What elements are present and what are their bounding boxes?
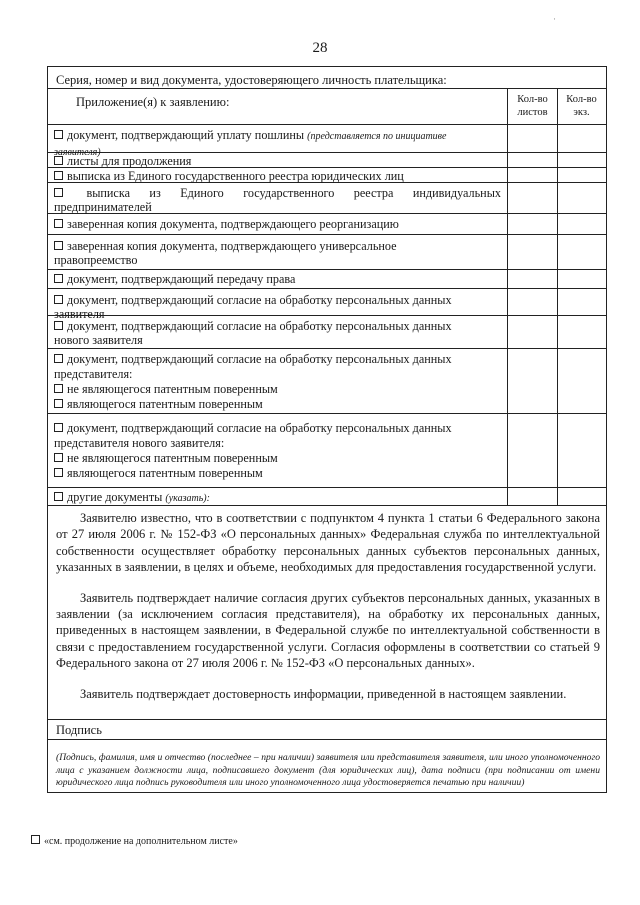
copies-count-cell[interactable] — [558, 289, 605, 315]
checkbox[interactable] — [54, 171, 63, 180]
sheets-count-cell[interactable] — [508, 349, 558, 413]
copies-count-cell[interactable] — [558, 153, 605, 167]
signature-note: (Подпись, фамилия, имя и отчество (последнее – при наличии) заявителя или представителя заявителя, или иного уполномоченного лица с указанием должности лица, подписавшего документ (для юридических лиц), дата подписи (при подписании от имени юридического лица подпись руководителя или иного уполномоченного лица удостоверяется печатью при наличии) — [56, 752, 600, 788]
sheets-count-cell[interactable] — [508, 414, 558, 487]
checkbox[interactable] — [54, 156, 63, 165]
copies-count-header: Кол-во экз. — [566, 94, 597, 118]
copies-count-cell[interactable] — [558, 270, 605, 288]
copies-count-cell[interactable] — [558, 235, 605, 269]
sheets-count-cell[interactable] — [508, 289, 558, 315]
signature-label: Подпись — [56, 723, 102, 737]
scan-mark: · — [553, 14, 556, 24]
checkbox[interactable] — [54, 219, 63, 228]
checkbox[interactable] — [54, 354, 63, 363]
table-row[interactable]: выписка из Единого государственного реестра индивидуальных предпринимателей — [48, 183, 606, 214]
consent-statements — [48, 506, 606, 720]
table-row[interactable]: заверенная копия документа, подтверждающего универсальное правопреемство — [48, 235, 606, 270]
personal-data-notice: Заявителю известно, что в соответствии с подпунктом 4 пункта 1 статьи 6 Федерального закона от 27 июля 2006 г. № 152-ФЗ «О персональных данных» Федеральная служба по интеллектуальной собственности осуществляет обработку персональных данных субъектов персональных данных, указанных в заявлении, в целях и объеме, необходимых для предоставления государственной услуги. — [56, 511, 600, 575]
checkbox[interactable] — [31, 835, 40, 844]
copies-count-cell[interactable] — [558, 183, 605, 213]
consent-confirmation: Заявитель подтверждает наличие согласия других субъектов персональных данных, указанных в заявлении (за исключением согласия представителя), на обработку их персональных данных, приведенных в настоящем заявлении, в Федеральной службе по интеллектуальной собственности в связи с предоставлением государственной услуги. Согласия оформлены в соответствии со статьей 9 Федерального закона от 27 июля 2006 г. № 152-ФЗ «О персональных данных». — [56, 590, 600, 671]
checkbox[interactable] — [54, 188, 63, 197]
accuracy-confirmation: Заявитель подтверждает достоверность информации, приведенной в настоящем заявлении. — [80, 686, 567, 701]
sheets-count-cell[interactable] — [508, 235, 558, 269]
checkbox[interactable] — [54, 274, 63, 283]
sheets-count-cell[interactable] — [508, 214, 558, 234]
table-row[interactable]: документ, подтверждающий согласие на обработку персональных данных заявителя — [48, 289, 606, 316]
table-row[interactable]: другие документы (указать): — [48, 488, 606, 506]
signature-field[interactable] — [48, 720, 606, 740]
continuation-note: «см. продолжение на дополнительном листе» — [31, 835, 238, 847]
checkbox[interactable] — [54, 492, 63, 501]
sheets-count-cell[interactable] — [508, 316, 558, 348]
table-row[interactable]: документ, подтверждающий согласие на обработку персональных данных представителя нового заявителя: не являющегося патентным поверенным являющегося патентным поверенным — [48, 414, 606, 488]
sheets-count-cell[interactable] — [508, 153, 558, 167]
checkbox[interactable] — [54, 241, 63, 250]
sheets-count-cell[interactable] — [508, 168, 558, 182]
table-row[interactable]: документ, подтверждающий передачу права — [48, 270, 606, 289]
sheets-count-cell[interactable] — [508, 488, 558, 505]
table-row[interactable]: документ, подтверждающий согласие на обработку персональных данных представителя: не являющегося патентным поверенным являющегося патентным поверенным — [48, 349, 606, 414]
serial-number-row[interactable] — [48, 67, 606, 89]
sheets-count-cell[interactable] — [508, 183, 558, 213]
sheets-count-header: Кол-во листов — [508, 89, 558, 124]
copies-count-cell[interactable] — [558, 125, 605, 152]
checkbox[interactable] — [54, 295, 63, 304]
attachments-header: Приложение(я) к заявлению: — [48, 89, 508, 124]
sheets-count-cell[interactable] — [508, 270, 558, 288]
checkbox[interactable] — [54, 468, 63, 477]
copies-count-cell[interactable] — [558, 168, 605, 182]
table-row[interactable]: выписка из Единого государственного реестра юридических лиц — [48, 168, 606, 183]
table-row[interactable]: документ, подтверждающий согласие на обработку персональных данных нового заявителя — [48, 316, 606, 349]
checkbox[interactable] — [54, 399, 63, 408]
serial-number-label: Серия, номер и вид документа, удостоверяющего личность плательщика: — [56, 73, 447, 87]
checkbox[interactable] — [54, 321, 63, 330]
checkbox[interactable] — [54, 130, 63, 139]
copies-count-cell[interactable] — [558, 214, 605, 234]
copies-count-cell[interactable] — [558, 414, 605, 487]
copies-count-cell[interactable] — [558, 488, 605, 505]
copies-count-cell[interactable] — [558, 316, 605, 348]
table-header — [48, 89, 606, 125]
checkbox[interactable] — [54, 423, 63, 432]
copies-count-cell[interactable] — [558, 349, 605, 413]
page-number: 28 — [312, 40, 328, 56]
checkbox[interactable] — [54, 384, 63, 393]
sheets-count-cell[interactable] — [508, 125, 558, 152]
checkbox[interactable] — [54, 453, 63, 462]
attachments-form — [47, 66, 607, 793]
table-row[interactable]: документ, подтверждающий уплату пошлины (представляется по инициативе заявителя) — [48, 125, 606, 153]
table-row[interactable]: заверенная копия документа, подтверждающего реорганизацию — [48, 214, 606, 235]
table-row[interactable]: листы для продолжения — [48, 153, 606, 168]
